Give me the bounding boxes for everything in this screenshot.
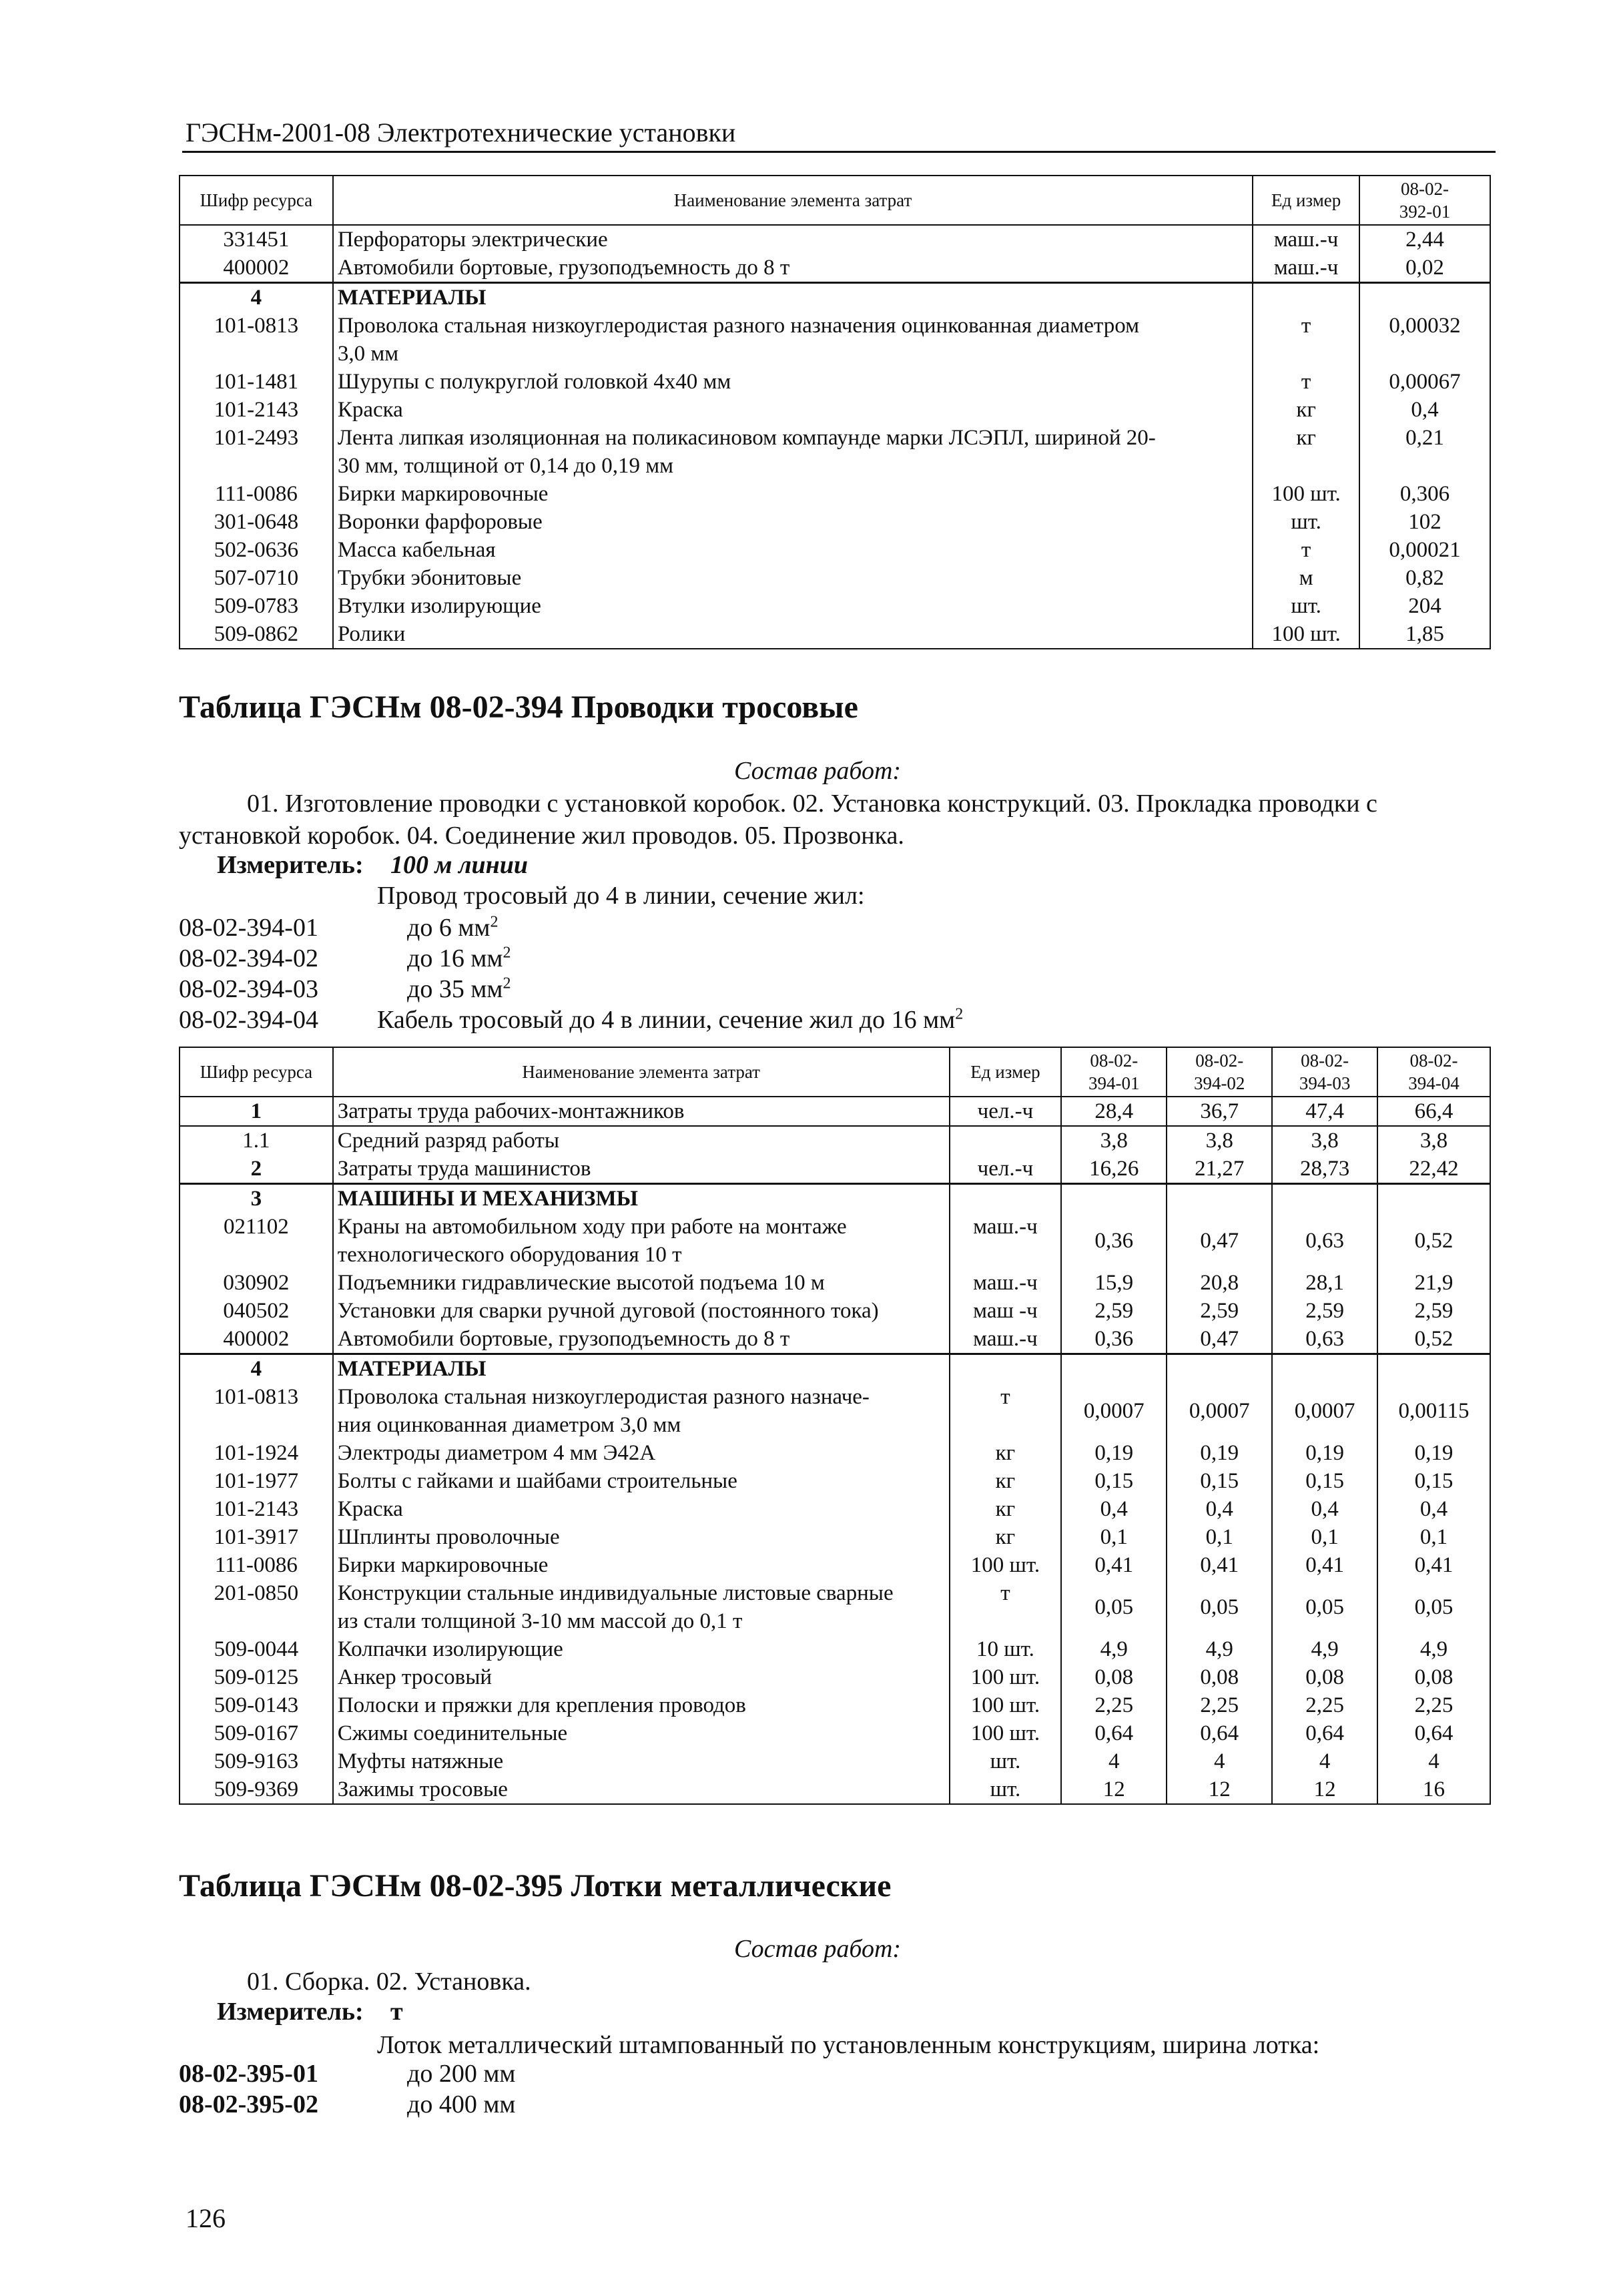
table-row: [180, 1719, 1490, 1747]
table-row: [180, 1775, 1490, 1804]
resource-code: 507-0710: [180, 564, 333, 592]
cost-element-name: Средний разряд работы: [333, 1126, 950, 1155]
resource-code: 101-3917: [180, 1523, 333, 1551]
cost-element-name: Лента липкая изоляционная на поликасиновом компаунде марки ЛСЭПЛ, шириной 20- 30 мм, толщиной от 0,14 до 0,19 мм: [333, 424, 1253, 480]
resource-code: 111-0086: [180, 480, 333, 508]
norm395-code: 08-02-395-01: [179, 2060, 318, 2088]
norm-value: 12: [1167, 1775, 1272, 1804]
norm-value: 21,27: [1167, 1155, 1272, 1184]
resource-table-392: [179, 175, 1491, 649]
norm394-code: 08-02-394-03: [179, 975, 318, 1003]
norm-value: 36,7: [1167, 1097, 1272, 1126]
norm395-text: до 400 мм: [407, 2090, 516, 2118]
unit: т: [950, 1383, 1062, 1439]
resource-code: 1.1: [180, 1126, 333, 1155]
norm-value: 21,9: [1377, 1269, 1490, 1297]
group-text-395: Лоток металлический штампованный по установленным конструкциям, ширина лотка:: [377, 2031, 1320, 2059]
column-header: 08-02- 392-01: [1359, 176, 1490, 225]
norm-value: 4: [1167, 1747, 1272, 1775]
norm-value: 0,00067: [1359, 368, 1490, 396]
norm-value: 0,00032: [1359, 312, 1490, 368]
cost-element-name: Бирки маркировочные: [333, 1551, 950, 1579]
unit: чел.-ч: [950, 1097, 1062, 1126]
cost-element-name: Болты с гайками и шайбами строительные: [333, 1467, 950, 1495]
cost-element-name: Анкер тросовый: [333, 1663, 950, 1691]
column-header: 08-02- 394-03: [1272, 1047, 1377, 1097]
unit: кг: [950, 1523, 1062, 1551]
norm-value: 0,19: [1061, 1439, 1167, 1467]
cost-element-name: Зажимы тросовые: [333, 1775, 950, 1804]
norm-value: 15,9: [1061, 1269, 1167, 1297]
measure-label-395: Измеритель:: [217, 1998, 364, 2026]
norm-value: 0,64: [1377, 1719, 1490, 1747]
resource-table-394: [179, 1047, 1491, 1805]
table-row: [180, 1354, 1490, 1384]
norm-value: 28,1: [1272, 1269, 1377, 1297]
norm-value: 0,05: [1061, 1579, 1167, 1635]
unit: т: [1253, 536, 1359, 564]
norm394-code: 08-02-394-01: [179, 914, 318, 942]
norm-value: 0,41: [1061, 1551, 1167, 1579]
cost-element-name: Колпачки изолирующие: [333, 1635, 950, 1663]
table-row: [180, 1184, 1490, 1213]
table-row: [180, 1495, 1490, 1523]
unit: т: [1253, 368, 1359, 396]
table-row: [180, 1467, 1490, 1495]
norm-value: 4,9: [1272, 1635, 1377, 1663]
unit: т: [1253, 312, 1359, 368]
norm-value: 0,15: [1377, 1467, 1490, 1495]
cost-element-name: Шурупы с полукруглой головкой 4х40 мм: [333, 368, 1253, 396]
norm-value: 0,05: [1377, 1579, 1490, 1635]
norm-value: 4,9: [1167, 1635, 1272, 1663]
norm-value: [1359, 283, 1490, 312]
resource-code: 509-0783: [180, 592, 333, 620]
table-row: [180, 283, 1490, 312]
norm-value: 0,82: [1359, 564, 1490, 592]
norm-value: 2,59: [1061, 1297, 1167, 1325]
resource-code: 101-0813: [180, 312, 333, 368]
norm-value: [1377, 1184, 1490, 1213]
unit: шт.: [1253, 592, 1359, 620]
table-row: [180, 225, 1490, 254]
column-header: Ед измер: [950, 1047, 1062, 1097]
work-composition-text-395: 01. Сборка. 02. Установка.: [247, 1968, 531, 1996]
table-row: [180, 480, 1490, 508]
unit: кг: [950, 1439, 1062, 1467]
norm-value: 0,64: [1167, 1719, 1272, 1747]
norm-value: 66,4: [1377, 1097, 1490, 1126]
table-row: [180, 592, 1490, 620]
column-header: 08-02- 394-02: [1167, 1047, 1272, 1097]
unit: кг: [1253, 424, 1359, 480]
cost-element-name: Муфты натяжные: [333, 1747, 950, 1775]
norm-value: 0,41: [1377, 1551, 1490, 1579]
norm394-code: 08-02-394-02: [179, 944, 318, 972]
table-row: [180, 1747, 1490, 1775]
norm-value: 0,1: [1377, 1523, 1490, 1551]
norm394-text: до 6 $мм^2$: [407, 913, 499, 942]
norm-value: 0,4: [1359, 396, 1490, 424]
page-header: ГЭСНм-2001-08 Электротехнические установки: [186, 117, 736, 148]
norm-value: 0,64: [1272, 1719, 1377, 1747]
norm-value: 204: [1359, 592, 1490, 620]
table-row: [180, 1635, 1490, 1663]
unit: 100 шт.: [1253, 480, 1359, 508]
page-number: 126: [186, 2203, 226, 2233]
cost-element-name: МАТЕРИАЛЫ: [333, 1354, 950, 1384]
measure-label-394: Измеритель:: [217, 851, 364, 879]
unit: [950, 1354, 1062, 1384]
norm-value: 16: [1377, 1775, 1490, 1804]
table-row: [180, 1439, 1490, 1467]
cost-element-name: МАТЕРИАЛЫ: [333, 283, 1253, 312]
resource-code: 101-1977: [180, 1467, 333, 1495]
norm-value: 0,19: [1377, 1439, 1490, 1467]
unit: маш.-ч: [1253, 225, 1359, 254]
work-composition-label-394: Состав работ:: [734, 757, 902, 785]
norm-value: 0,08: [1272, 1663, 1377, 1691]
cost-element-name: Проволока стальная низкоуглеродистая разного назначе- ния оцинкованная диаметром 3,0 мм: [333, 1383, 950, 1439]
cost-element-name: Краны на автомобильном ходу при работе на монтаже технологического оборудования 10 т: [333, 1213, 950, 1269]
cost-element-name: Краска: [333, 396, 1253, 424]
cost-element-name: Автомобили бортовые, грузоподъемность до 8 т: [333, 1325, 950, 1354]
resource-code: 4: [180, 1354, 333, 1384]
norm-value: 0,15: [1272, 1467, 1377, 1495]
table-row: [180, 1383, 1490, 1439]
resource-code: 509-0125: [180, 1663, 333, 1691]
unit: маш.-ч: [950, 1325, 1062, 1354]
table-row: [180, 1579, 1490, 1635]
norm-value: 4,9: [1377, 1635, 1490, 1663]
table-row: [180, 508, 1490, 536]
resource-code: 021102: [180, 1213, 333, 1269]
norm-value: 0,08: [1061, 1663, 1167, 1691]
norm-value: [1377, 1354, 1490, 1384]
norm-value: 4: [1061, 1747, 1167, 1775]
norm-value: 0,36: [1061, 1213, 1167, 1269]
unit: м: [1253, 564, 1359, 592]
cost-element-name: Сжимы соединительные: [333, 1719, 950, 1747]
norm-value: 0,05: [1272, 1579, 1377, 1635]
unit: [1253, 283, 1359, 312]
unit: маш -ч: [950, 1297, 1062, 1325]
norm-value: 47,4: [1272, 1097, 1377, 1126]
resource-code: 509-0143: [180, 1691, 333, 1719]
norm-value: 2,25: [1061, 1691, 1167, 1719]
resource-code: 101-1481: [180, 368, 333, 396]
table-row: [180, 1269, 1490, 1297]
cost-element-name: Затраты труда машинистов: [333, 1155, 950, 1184]
column-header: 08-02- 394-01: [1061, 1047, 1167, 1097]
work-composition-text-394-line2: установкой коробок. 04. Соединение жил проводов. 05. Прозвонка.: [179, 822, 904, 850]
norm395-code: 08-02-395-02: [179, 2090, 318, 2118]
cost-element-name: Затраты труда рабочих-монтажников: [333, 1097, 950, 1126]
table-row: [180, 1551, 1490, 1579]
norm-value: [1061, 1354, 1167, 1384]
norm-value: 102: [1359, 508, 1490, 536]
norm-value: [1167, 1354, 1272, 1384]
norm-value: 0,63: [1272, 1213, 1377, 1269]
column-header: Шифр ресурса: [180, 176, 333, 225]
norm-value: 0,19: [1272, 1439, 1377, 1467]
resource-code: 400002: [180, 254, 333, 283]
norm-value: 0,15: [1167, 1467, 1272, 1495]
norm-value: 1,85: [1359, 620, 1490, 649]
norm-value: 0,4: [1272, 1495, 1377, 1523]
norm-value: 0,47: [1167, 1325, 1272, 1354]
column-header: Шифр ресурса: [180, 1047, 333, 1097]
table-395-title: Таблица ГЭСНм 08-02-395 Лотки металлические: [179, 1868, 892, 1904]
table-row: [180, 1213, 1490, 1269]
resource-code: 101-1924: [180, 1439, 333, 1467]
table-394-title: Таблица ГЭСНм 08-02-394 Проводки тросовые: [179, 689, 858, 725]
norm-value: 0,15: [1061, 1467, 1167, 1495]
table-row: [180, 1097, 1490, 1126]
table-row: [180, 1155, 1490, 1184]
norm-value: 28,4: [1061, 1097, 1167, 1126]
cost-element-name: Подъемники гидравлические высотой подъема 10 м: [333, 1269, 950, 1297]
resource-code: 301-0648: [180, 508, 333, 536]
norm-value: [1061, 1184, 1167, 1213]
norm394-text: Кабель тросовый до 4 в линии, сечение жил до 16 $мм^2$: [377, 1005, 964, 1034]
superscript: 2: [490, 913, 499, 931]
table-row: [180, 396, 1490, 424]
norm-value: 0,05: [1167, 1579, 1272, 1635]
table-row: [180, 1325, 1490, 1354]
norm-value: 0,0007: [1272, 1383, 1377, 1439]
norm-value: 2,25: [1272, 1691, 1377, 1719]
unit: чел.-ч: [950, 1155, 1062, 1184]
cost-element-name: Установки для сварки ручной дуговой (постоянного тока): [333, 1297, 950, 1325]
norm-value: 0,52: [1377, 1325, 1490, 1354]
measure-value-394: 100 м линии: [390, 851, 529, 879]
norm-value: 0,41: [1167, 1551, 1272, 1579]
resource-code: 3: [180, 1184, 333, 1213]
norm-value: 12: [1061, 1775, 1167, 1804]
superscript: 2: [503, 974, 511, 992]
table-row: [180, 1126, 1490, 1155]
cost-element-name: Трубки эбонитовые: [333, 564, 1253, 592]
table-row: [180, 536, 1490, 564]
norm-value: 0,0007: [1167, 1383, 1272, 1439]
cost-element-name: Шплинты проволочные: [333, 1523, 950, 1551]
unit: 100 шт.: [950, 1719, 1062, 1747]
norm-value: 2,59: [1377, 1297, 1490, 1325]
norm-value: 3,8: [1272, 1126, 1377, 1155]
norm-value: 0,4: [1377, 1495, 1490, 1523]
norm-value: 0,306: [1359, 480, 1490, 508]
resource-code: 400002: [180, 1325, 333, 1354]
norm-value: 4: [1377, 1747, 1490, 1775]
cost-element-name: Конструкции стальные индивидуальные листовые сварные из стали толщиной 3-10 мм массой до 0,1 т: [333, 1579, 950, 1635]
unit: маш.-ч: [950, 1213, 1062, 1269]
norm-value: 0,19: [1167, 1439, 1272, 1467]
resource-code: 201-0850: [180, 1579, 333, 1635]
norm-value: 4: [1272, 1747, 1377, 1775]
header-rule: [182, 151, 1496, 153]
norm-value: 0,21: [1359, 424, 1490, 480]
group-text-394: Провод тросовый до 4 в линии, сечение жил:: [377, 882, 865, 910]
cost-element-name: Краска: [333, 1495, 950, 1523]
resource-code: 509-0044: [180, 1635, 333, 1663]
resource-code: 040502: [180, 1297, 333, 1325]
table-header-row: [180, 1047, 1490, 1097]
cost-element-name: МАШИНЫ И МЕХАНИЗМЫ: [333, 1184, 950, 1213]
norm-value: 0,1: [1167, 1523, 1272, 1551]
superscript: 2: [955, 1005, 964, 1023]
column-header: Ед измер: [1253, 176, 1359, 225]
norm-value: 0,0007: [1061, 1383, 1167, 1439]
norm-value: 12: [1272, 1775, 1377, 1804]
unit: кг: [1253, 396, 1359, 424]
resource-code: 101-0813: [180, 1383, 333, 1439]
norm394-text: до 16 $мм^2$: [407, 944, 511, 972]
unit: т: [950, 1579, 1062, 1635]
unit: [950, 1126, 1062, 1155]
norm-value: 0,08: [1167, 1663, 1272, 1691]
norm-value: 0,4: [1167, 1495, 1272, 1523]
work-composition-label-395: Состав работ:: [734, 1935, 902, 1963]
norm-value: 20,8: [1167, 1269, 1272, 1297]
resource-code: 509-0167: [180, 1719, 333, 1747]
norm-value: 3,8: [1061, 1126, 1167, 1155]
norm-value: 2,25: [1167, 1691, 1272, 1719]
column-header: Наименование элемента затрат: [333, 1047, 950, 1097]
superscript: 2: [503, 944, 511, 962]
work-composition-text-394-line1: 01. Изготовление проводки с установкой коробок. 02. Установка конструкций. 03. Прокладка проводки с: [247, 790, 1377, 818]
norm-value: 0,00021: [1359, 536, 1490, 564]
table-row: [180, 254, 1490, 283]
unit: 100 шт.: [950, 1551, 1062, 1579]
norm-value: 0,00115: [1377, 1383, 1490, 1439]
cost-element-name: Масса кабельная: [333, 536, 1253, 564]
unit: 100 шт.: [950, 1691, 1062, 1719]
table-row: [180, 1297, 1490, 1325]
cost-element-name: Автомобили бортовые, грузоподъемность до 8 т: [333, 254, 1253, 283]
norm395-text: до 200 мм: [407, 2060, 516, 2088]
norm394-code: 08-02-394-04: [179, 1006, 318, 1034]
resource-code: 509-0862: [180, 620, 333, 649]
unit: кг: [950, 1467, 1062, 1495]
measure-value-395: т: [390, 1998, 403, 2026]
norm-value: 0,4: [1061, 1495, 1167, 1523]
norm-value: 0,64: [1061, 1719, 1167, 1747]
norm-value: 2,44: [1359, 225, 1490, 254]
unit: шт.: [950, 1747, 1062, 1775]
norm-value: 0,47: [1167, 1213, 1272, 1269]
norm-value: 0,36: [1061, 1325, 1167, 1354]
norm-value: 0,63: [1272, 1325, 1377, 1354]
resource-code: 101-2143: [180, 396, 333, 424]
table-row: [180, 564, 1490, 592]
table-row: [180, 424, 1490, 480]
norm-value: [1272, 1184, 1377, 1213]
norm-value: 0,1: [1061, 1523, 1167, 1551]
resource-code: 101-2143: [180, 1495, 333, 1523]
unit: шт.: [950, 1775, 1062, 1804]
norm-value: [1272, 1354, 1377, 1384]
resource-code: 111-0086: [180, 1551, 333, 1579]
norm-value: 0,08: [1377, 1663, 1490, 1691]
cost-element-name: Бирки маркировочные: [333, 480, 1253, 508]
resource-code: 4: [180, 283, 333, 312]
norm-value: 2,59: [1167, 1297, 1272, 1325]
norm-value: 4,9: [1061, 1635, 1167, 1663]
cost-element-name: Воронки фарфоровые: [333, 508, 1253, 536]
cost-element-name: Втулки изолирующие: [333, 592, 1253, 620]
cost-element-name: Ролики: [333, 620, 1253, 649]
unit: маш.-ч: [1253, 254, 1359, 283]
norm-value: 0,52: [1377, 1213, 1490, 1269]
norm-value: 0,1: [1272, 1523, 1377, 1551]
resource-code: 509-9163: [180, 1747, 333, 1775]
cost-element-name: Электроды диаметром 4 мм Э42А: [333, 1439, 950, 1467]
resource-code: 331451: [180, 225, 333, 254]
norm-value: 0,02: [1359, 254, 1490, 283]
table-row: [180, 312, 1490, 368]
resource-code: 030902: [180, 1269, 333, 1297]
table-header-row: [180, 176, 1490, 225]
norm-value: 28,73: [1272, 1155, 1377, 1184]
cost-element-name: Полоски и пряжки для крепления проводов: [333, 1691, 950, 1719]
unit: [950, 1184, 1062, 1213]
norm-value: 16,26: [1061, 1155, 1167, 1184]
norm-value: 3,8: [1377, 1126, 1490, 1155]
resource-code: 101-2493: [180, 424, 333, 480]
unit: шт.: [1253, 508, 1359, 536]
cost-element-name: Перфораторы электрические: [333, 225, 1253, 254]
table-row: [180, 620, 1490, 649]
unit: 10 шт.: [950, 1635, 1062, 1663]
unit: кг: [950, 1495, 1062, 1523]
norm-value: [1167, 1184, 1272, 1213]
resource-code: 509-9369: [180, 1775, 333, 1804]
norm-value: 3,8: [1167, 1126, 1272, 1155]
cost-element-name: Проволока стальная низкоуглеродистая разного назначения оцинкованная диаметром 3,0 мм: [333, 312, 1253, 368]
resource-code: 502-0636: [180, 536, 333, 564]
table-row: [180, 1663, 1490, 1691]
table-row: [180, 1691, 1490, 1719]
table-row: [180, 1523, 1490, 1551]
resource-code: 2: [180, 1155, 333, 1184]
resource-code: 1: [180, 1097, 333, 1126]
norm-value: 0,41: [1272, 1551, 1377, 1579]
column-header: Наименование элемента затрат: [333, 176, 1253, 225]
unit: 100 шт.: [1253, 620, 1359, 649]
unit: 100 шт.: [950, 1663, 1062, 1691]
column-header: 08-02- 394-04: [1377, 1047, 1490, 1097]
norm394-text: до 35 $мм^2$: [407, 974, 511, 1003]
table-row: [180, 368, 1490, 396]
norm-value: 2,25: [1377, 1691, 1490, 1719]
unit: маш.-ч: [950, 1269, 1062, 1297]
norm-value: 2,59: [1272, 1297, 1377, 1325]
norm-value: 22,42: [1377, 1155, 1490, 1184]
